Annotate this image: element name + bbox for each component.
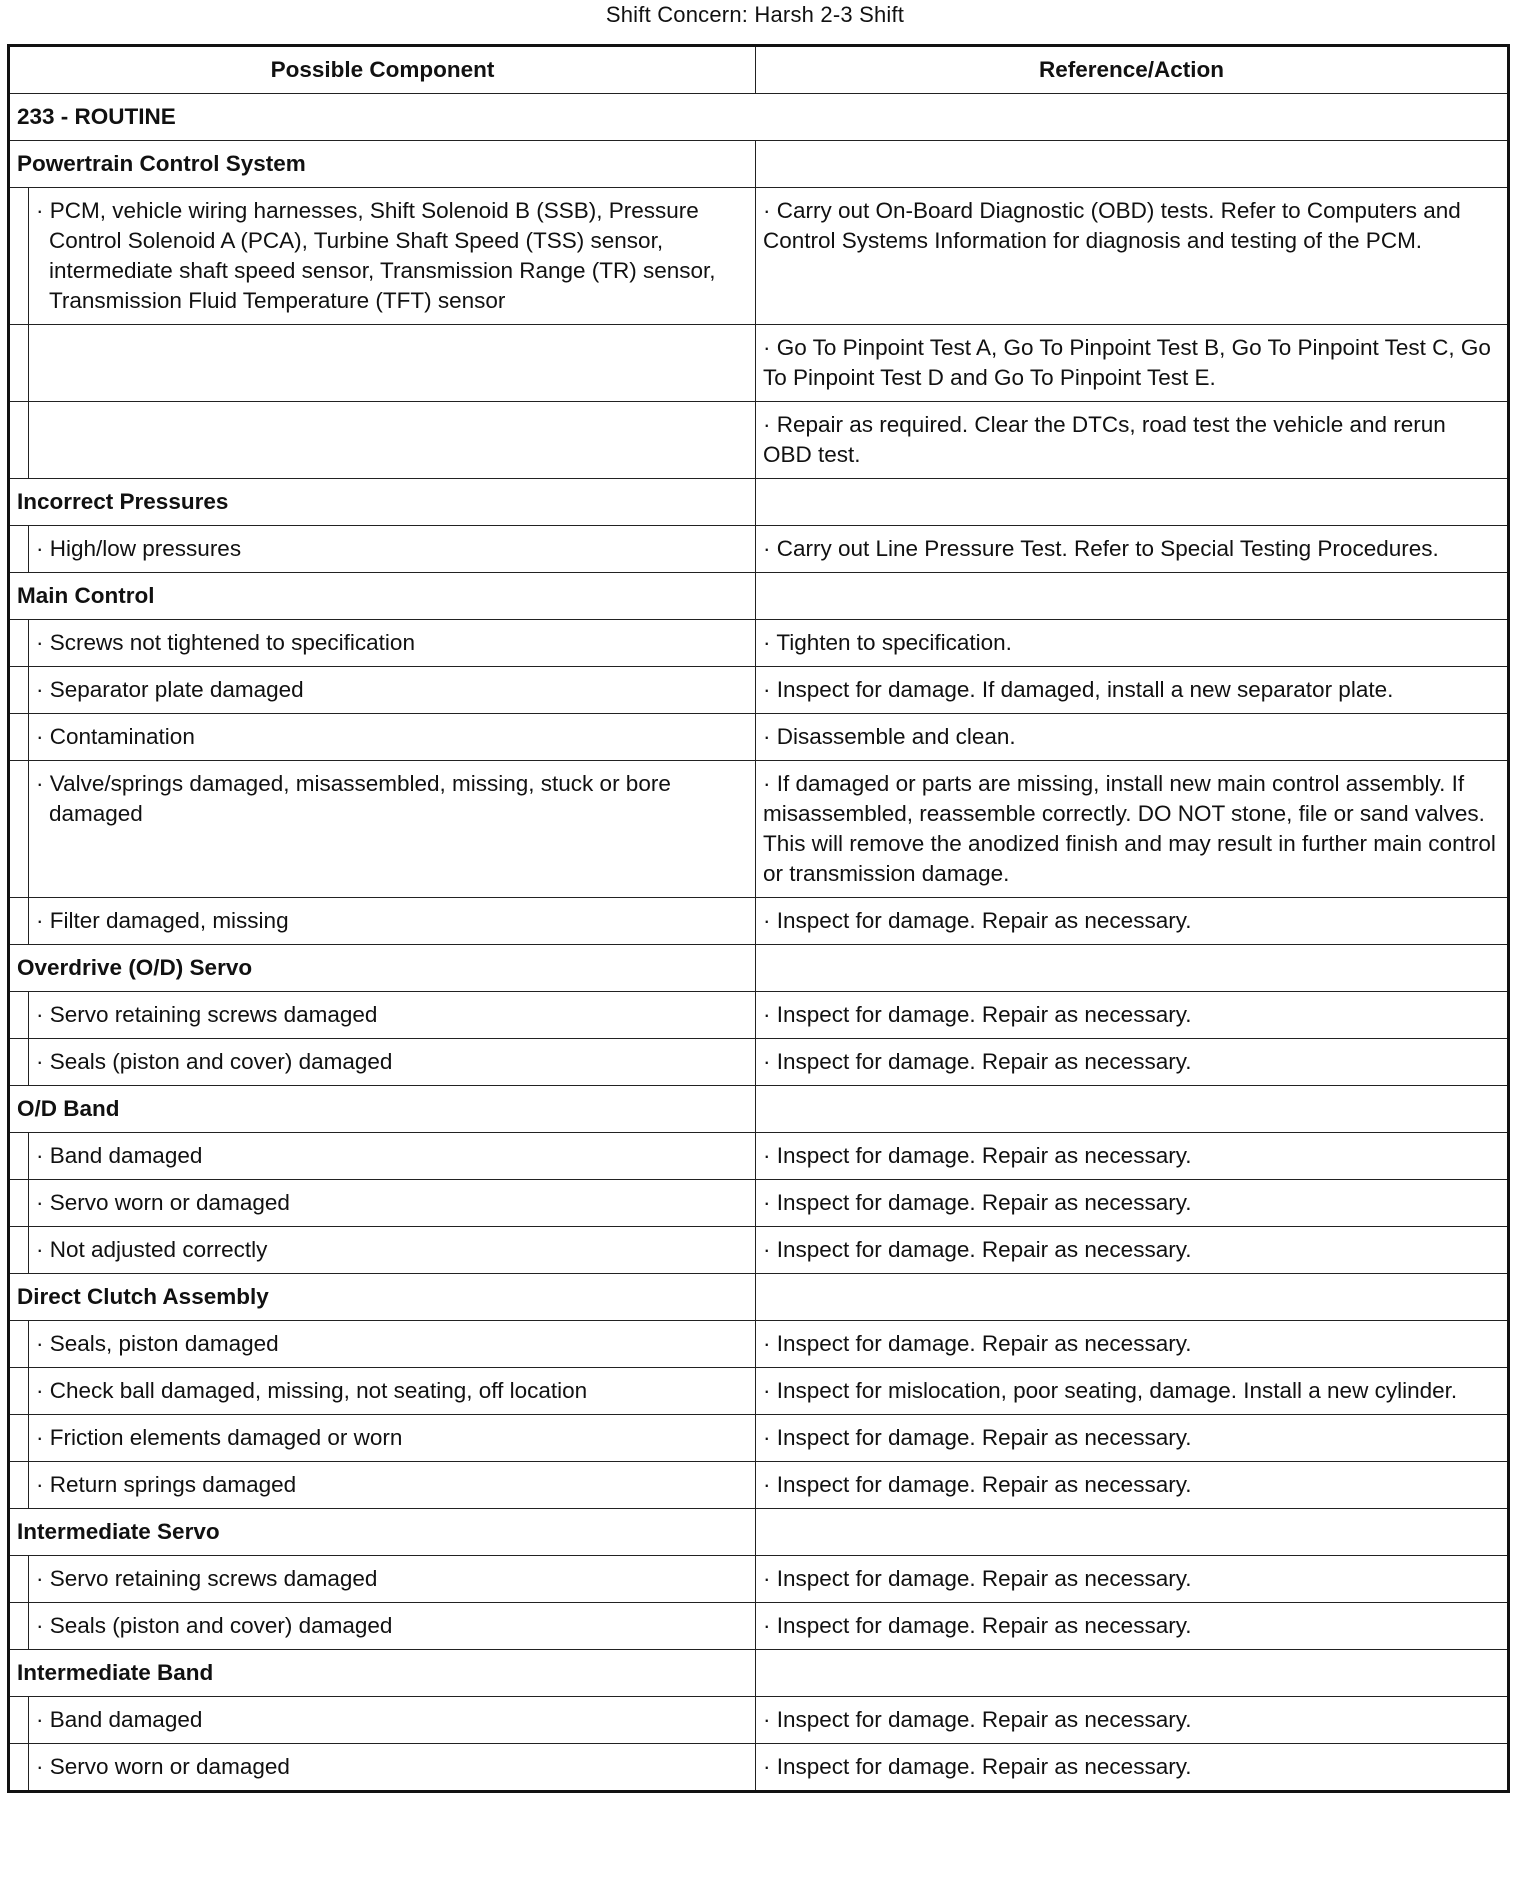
table-row [9,714,1509,761]
table-row [9,1133,1509,1180]
action-cell [756,898,1509,945]
page-title: Shift Concern: Harsh 2-3 Shift [605,2,905,27]
column-header-action: Reference/Action [756,46,1509,94]
section-row [9,479,1509,526]
component-text: · Check ball damaged, missing, not seating, off location [36,1378,588,1403]
table-body [9,94,1509,1792]
component-text: · Servo worn or damaged [36,1754,290,1779]
component-text: · Return springs damaged [36,1472,297,1497]
section-title: O/D Band [9,1086,756,1133]
component-cell [29,1462,756,1509]
action-text: · Disassemble and clean. [763,724,1016,749]
table-row [9,992,1509,1039]
component-cell [29,1133,756,1180]
section-action-blank [756,1086,1509,1133]
component-cell [29,1039,756,1086]
column-header-component: Possible Component [9,46,756,94]
section-action-blank [756,141,1509,188]
diagnosis-table [7,44,1510,1793]
component-text: · High/low pressures [36,536,242,561]
section-action-blank [756,945,1509,992]
action-cell [756,1227,1509,1274]
table-row [9,1603,1509,1650]
table-row [9,402,1509,479]
component-text: · Valve/springs damaged, misassembled, missing, stuck or bore damaged [36,771,671,826]
component-text: · Servo retaining screws damaged [36,1002,378,1027]
section-action-blank [756,573,1509,620]
component-text: · Contamination [36,724,195,749]
indent-cell [9,1415,29,1462]
section-row [9,1650,1509,1697]
action-cell [756,1039,1509,1086]
indent-cell [9,667,29,714]
component-cell [29,526,756,573]
action-text: · Inspect for damage. Repair as necessary. [763,1331,1192,1356]
section-action-blank [756,1650,1509,1697]
component-text: · Friction elements damaged or worn [36,1425,403,1450]
indent-cell [9,620,29,667]
component-text: · PCM, vehicle wiring harnesses, Shift Solenoid B (SSB), Pressure Control Solenoid A (PCA), Turbine Shaft Speed (TSS) sensor, intermediate shaft speed sensor, Transmission Range (TR) sensor, Transmission Fluid Temperature (TFT) sensor [36,198,716,313]
indent-cell [9,1227,29,1274]
component-cell [29,188,756,325]
action-cell [756,1744,1509,1792]
action-cell [756,1603,1509,1650]
component-cell [29,620,756,667]
component-cell [29,1180,756,1227]
action-cell [756,1321,1509,1368]
section-title: Intermediate Servo [9,1509,756,1556]
component-cell [29,402,756,479]
action-text: · Inspect for damage. Repair as necessary. [763,1143,1192,1168]
table-row [9,526,1509,573]
table-row [9,1415,1509,1462]
indent-cell [9,714,29,761]
section-row [9,141,1509,188]
table-row [9,1697,1509,1744]
indent-cell [9,1744,29,1792]
component-text: · Screws not tightened to specification [36,630,415,655]
action-cell [756,992,1509,1039]
action-cell [756,1462,1509,1509]
table-row [9,1039,1509,1086]
action-text: · Inspect for damage. Repair as necessary. [763,1190,1192,1215]
indent-cell [9,1321,29,1368]
action-text: · Inspect for damage. Repair as necessary. [763,1425,1192,1450]
action-cell [756,325,1509,402]
component-text: · Servo retaining screws damaged [36,1566,378,1591]
section-row [9,945,1509,992]
table-row [9,1180,1509,1227]
action-text: · Tighten to specification. [763,630,1012,655]
component-cell [29,1697,756,1744]
component-text: · Separator plate damaged [36,677,304,702]
routine-label: 233 - ROUTINE [9,94,1509,141]
action-text: · Inspect for damage. Repair as necessary. [763,1707,1192,1732]
component-text: · Not adjusted correctly [36,1237,268,1262]
indent-cell [9,402,29,479]
component-cell [29,325,756,402]
section-title: Overdrive (O/D) Servo [9,945,756,992]
action-cell [756,1415,1509,1462]
action-text: · Inspect for damage. Repair as necessary. [763,908,1192,933]
component-cell [29,898,756,945]
section-title: Direct Clutch Assembly [9,1274,756,1321]
component-cell [29,1415,756,1462]
action-text: · Inspect for damage. If damaged, install a new separator plate. [763,677,1394,702]
table-row [9,1462,1509,1509]
action-cell [756,526,1509,573]
table-row [9,620,1509,667]
section-action-blank [756,1509,1509,1556]
table-row [9,1321,1509,1368]
component-cell [29,714,756,761]
indent-cell [9,1180,29,1227]
table-row [9,898,1509,945]
section-row [9,573,1509,620]
component-cell [29,1744,756,1792]
indent-cell [9,898,29,945]
component-text: · Seals, piston damaged [36,1331,279,1356]
indent-cell [9,761,29,898]
action-text: · Carry out Line Pressure Test. Refer to Special Testing Procedures. [763,536,1439,561]
indent-cell [9,1039,29,1086]
indent-cell [9,992,29,1039]
action-cell [756,1368,1509,1415]
action-text: · Inspect for damage. Repair as necessary. [763,1754,1192,1779]
section-row [9,1274,1509,1321]
table-row [9,761,1509,898]
component-cell [29,1603,756,1650]
table-row [9,325,1509,402]
action-text: · Repair as required. Clear the DTCs, road test the vehicle and rerun OBD test. [763,412,1446,467]
component-text: · Servo worn or damaged [36,1190,290,1215]
indent-cell [9,1133,29,1180]
action-cell [756,1697,1509,1744]
component-text: · Band damaged [36,1143,203,1168]
indent-cell [9,188,29,325]
component-cell [29,761,756,898]
action-text: · If damaged or parts are missing, install new main control assembly. If misassembled, reassemble correctly. DO NOT stone, file or sand valves. This will remove the anodized finish and may result in further main control or transmission damage. [763,771,1496,886]
indent-cell [9,526,29,573]
indent-cell [9,1603,29,1650]
section-title: Incorrect Pressures [9,479,756,526]
component-text: · Seals (piston and cover) damaged [36,1049,393,1074]
table-row [9,667,1509,714]
indent-cell [9,1462,29,1509]
component-cell [29,667,756,714]
action-text: · Inspect for damage. Repair as necessary. [763,1472,1192,1497]
action-cell [756,188,1509,325]
indent-cell [9,1556,29,1603]
table-row [9,1744,1509,1792]
action-cell [756,667,1509,714]
action-text: · Go To Pinpoint Test A, Go To Pinpoint Test B, Go To Pinpoint Test C, Go To Pinpoint Test D and Go To Pinpoint Test E. [763,335,1491,390]
component-cell [29,1556,756,1603]
section-action-blank [756,1274,1509,1321]
routine-row [9,94,1509,141]
action-text: · Inspect for damage. Repair as necessary. [763,1613,1192,1638]
component-text: · Seals (piston and cover) damaged [36,1613,393,1638]
indent-cell [9,1368,29,1415]
action-cell [756,1556,1509,1603]
action-cell [756,761,1509,898]
table-row [9,1227,1509,1274]
component-cell [29,1368,756,1415]
action-cell [756,1133,1509,1180]
action-cell [756,402,1509,479]
component-text: · Filter damaged, missing [36,908,289,933]
component-text: · Band damaged [36,1707,203,1732]
section-row [9,1509,1509,1556]
action-text: · Inspect for damage. Repair as necessary. [763,1049,1192,1074]
indent-cell [9,325,29,402]
indent-cell [9,1697,29,1744]
action-text: · Inspect for damage. Repair as necessary. [763,1002,1192,1027]
section-title: Intermediate Band [9,1650,756,1697]
component-cell [29,992,756,1039]
section-title: Main Control [9,573,756,620]
action-text: · Inspect for damage. Repair as necessary. [763,1566,1192,1591]
table-row [9,1556,1509,1603]
component-cell [29,1321,756,1368]
action-text: · Inspect for damage. Repair as necessary. [763,1237,1192,1262]
action-cell [756,714,1509,761]
action-cell [756,1180,1509,1227]
action-text: · Carry out On-Board Diagnostic (OBD) tests. Refer to Computers and Control Systems Information for diagnosis and testing of the PCM. [763,198,1461,253]
action-cell [756,620,1509,667]
action-text: · Inspect for mislocation, poor seating, damage. Install a new cylinder. [763,1378,1458,1403]
table-row [9,188,1509,325]
section-row [9,1086,1509,1133]
section-action-blank [756,479,1509,526]
component-cell [29,1227,756,1274]
table-row [9,1368,1509,1415]
header-row [9,46,1509,94]
section-title: Powertrain Control System [9,141,756,188]
